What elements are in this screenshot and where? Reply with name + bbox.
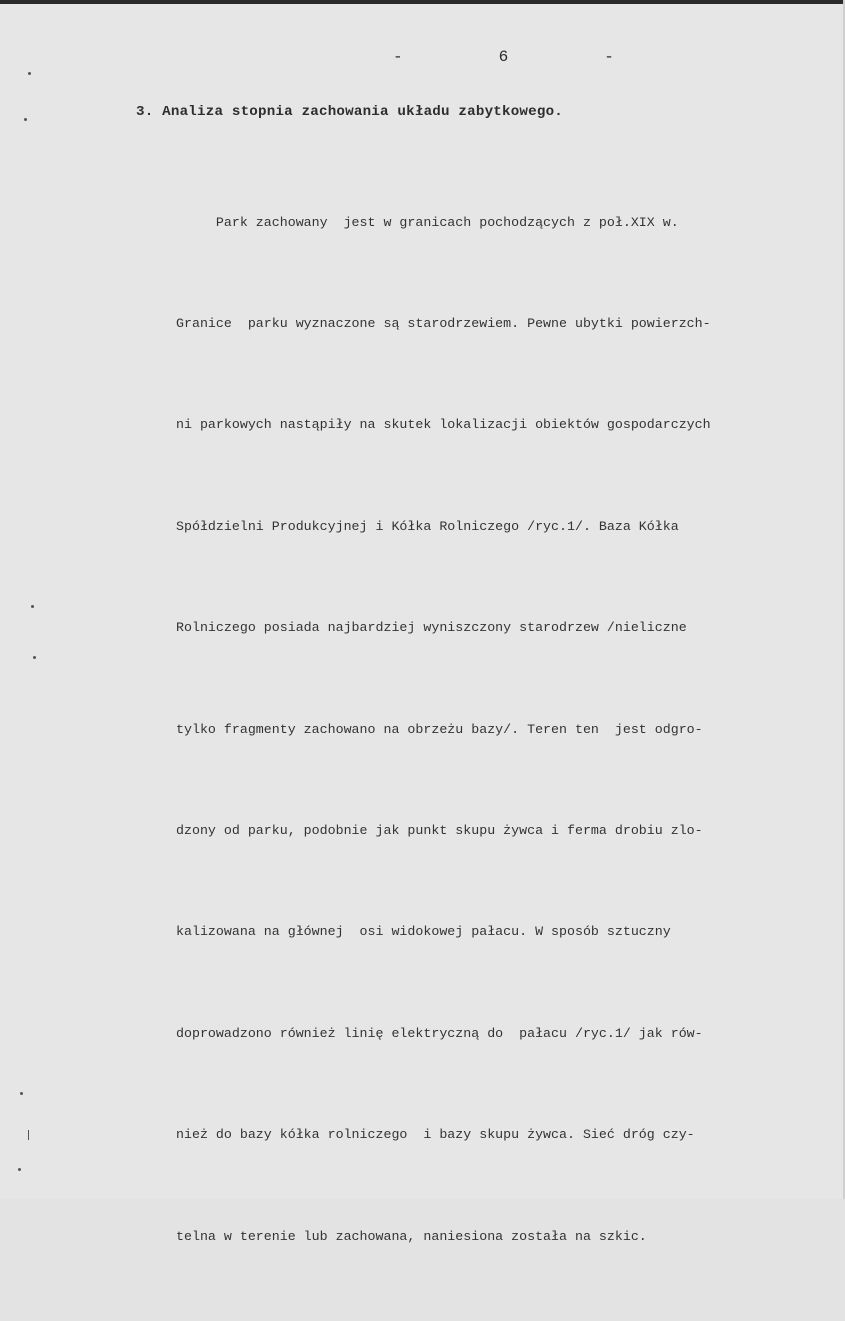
scan-top-edge <box>0 0 845 4</box>
text-line: tylko fragmenty zachowano na obrzeżu bazy/. Teren ten jest odgro- <box>176 721 703 737</box>
scan-speck <box>24 118 27 121</box>
scan-speck <box>20 1092 23 1095</box>
scan-speck <box>31 605 34 608</box>
page-number-value: 6 <box>498 48 509 66</box>
text-line: dzony od parku, podobnie jak punkt skupu żywca i ferma drobiu zlo- <box>176 822 703 838</box>
text-line: Granice parku wyznaczone są starodrzewiem. Pewne ubytki powierzch- <box>176 315 711 331</box>
page-number <box>393 48 614 66</box>
scan-speck <box>33 656 36 659</box>
section-title: Analiza stopnia zachowania układu zabytkowego. <box>162 104 563 120</box>
page-number-dash-left: - <box>393 48 403 66</box>
text-line: kalizowana na głównej osi widokowej pałacu. W sposób sztuczny <box>176 924 671 940</box>
text-line: nież do bazy kółka rolniczego i bazy skupu żywca. Sieć dróg czy- <box>176 1127 695 1143</box>
text-line: doprowadzono również linię elektryczną do pałacu /ryc.1/ jak rów- <box>176 1025 703 1041</box>
body-paragraph <box>176 138 844 1321</box>
text-line: Park zachowany jest w granicach pochodzących z poł.XIX w. <box>176 214 679 230</box>
text-line: Spółdzielni Produkcyjnej i Kółka Rolniczego /ryc.1/. Baza Kółka <box>176 518 679 534</box>
text-line: telna w terenie lub zachowana, naniesiona została na szkic. <box>176 1228 647 1244</box>
text-line: ni parkowych nastąpiły na skutek lokalizacji obiektów gospodarczych <box>176 417 711 433</box>
scan-speck <box>28 72 31 75</box>
section-heading <box>136 104 563 120</box>
text-line: Rolniczego posiada najbardziej wyniszczony starodrzew /nieliczne <box>176 620 687 636</box>
scan-speck <box>28 1130 29 1140</box>
scan-speck <box>18 1168 21 1171</box>
page-number-dash-right: - <box>604 48 614 66</box>
section-number: 3. <box>136 104 154 120</box>
